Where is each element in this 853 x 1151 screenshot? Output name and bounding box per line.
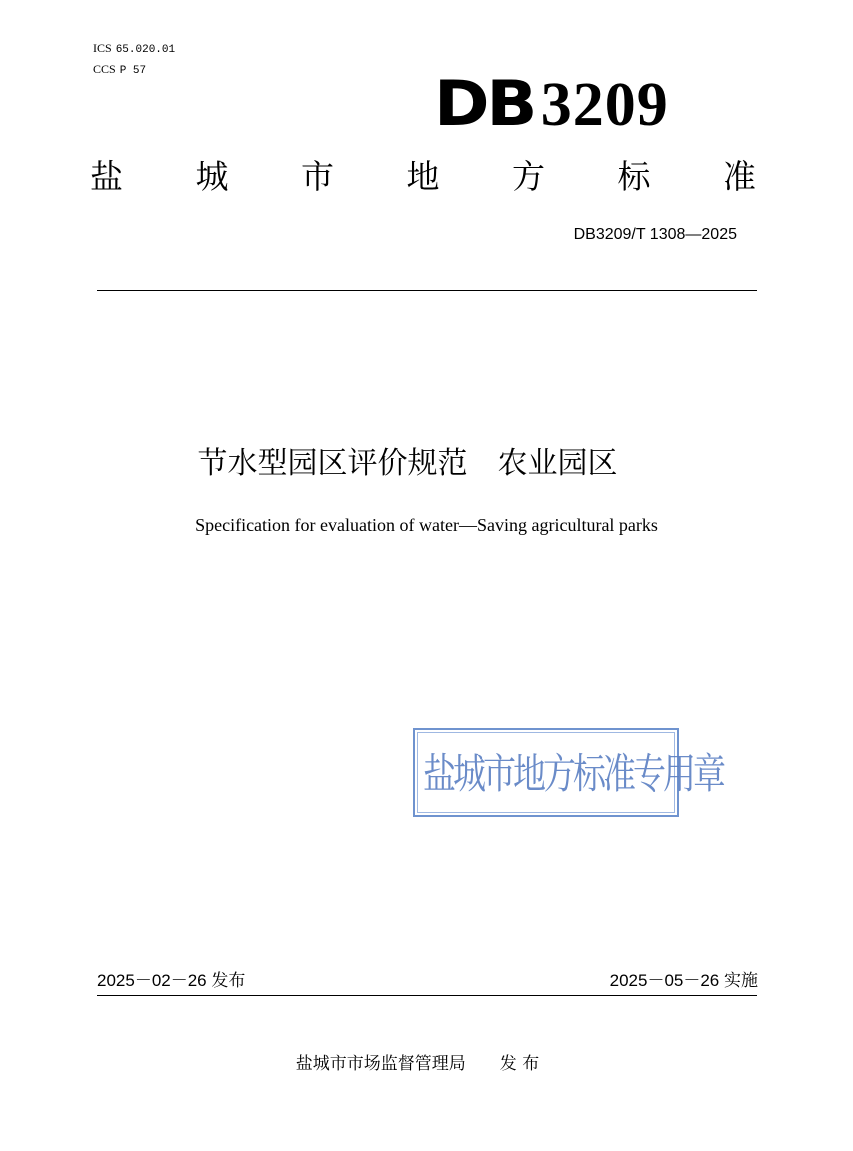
standard-type-char: 市 [301,157,334,196]
publish-date: 2025－02－26 发布 [97,971,246,990]
stamp-text: 盐城市地方标准专用章 [423,749,723,798]
standard-type-char: 地 [406,157,440,196]
document-title-en: Specification for evaluation of water—Saving agricultural parks [195,515,658,535]
official-stamp [413,728,723,817]
standard-type-char: 标 [617,157,651,196]
standard-code [434,68,706,140]
standard-type-char: 方 [512,157,545,196]
ics-label: ICS [93,41,112,55]
header-divider [97,290,757,291]
ccs-code: P 57 [119,65,147,77]
ccs-label: CCS [93,62,116,76]
ics-code: 65.020.01 [115,44,176,56]
ics-classification [93,40,175,58]
document-title-zh: 节水型园区评价规范 农业园区 [197,446,618,481]
standard-number: DB3209/T 1308—2025 [573,226,737,243]
footer-divider [97,995,757,996]
ccs-classification [93,61,146,79]
standard-code-prefix: DB [434,67,535,140]
implement-date: 2025－05－26 实施 [609,971,758,990]
issuing-authority: 盐城市市场监督管理局 发 布 [295,1054,540,1074]
standard-type-char: 城 [195,157,229,196]
standard-type-title [90,154,756,200]
standard-type-char: 盐 [90,157,123,196]
standard-type-char: 准 [723,157,756,196]
standard-code-digits: 3209 [540,71,669,139]
